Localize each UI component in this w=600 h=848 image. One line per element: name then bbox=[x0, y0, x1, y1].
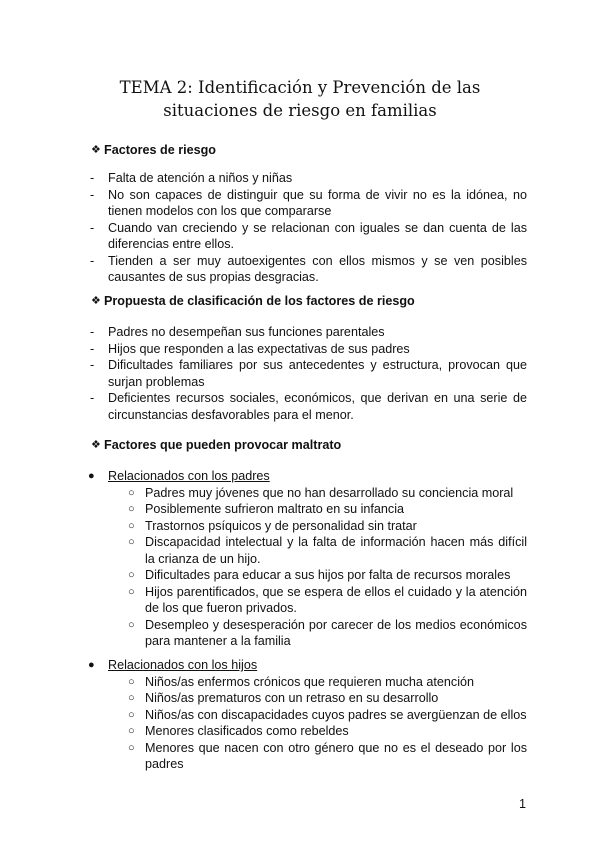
sub-list-item-text: Niños/as prematuros con un retraso en su desarrollo bbox=[145, 691, 439, 705]
section-heading-text: Factores de riesgo bbox=[104, 143, 216, 157]
sub-list-item bbox=[0, 501, 527, 518]
sub-list-item-text: Padres muy jóvenes que no han desarrollado su conciencia moral bbox=[145, 485, 514, 500]
title-line-2: situaciones de riesgo en familias bbox=[163, 101, 437, 120]
section-heading-factores-de-riesgo bbox=[91, 142, 216, 159]
diamond-bullet-icon: ❖ bbox=[91, 439, 101, 451]
diamond-bullet-icon: ❖ bbox=[91, 144, 101, 156]
circle-marker: ○ bbox=[128, 741, 135, 754]
sub-list-item-text: Niños/as enfermos crónicos que requieren mucha atención bbox=[145, 674, 475, 689]
list-item bbox=[0, 357, 527, 390]
list-item-text: Padres no desempeñan sus funciones parentales bbox=[108, 325, 385, 339]
subitems-list bbox=[0, 674, 600, 773]
sub-list-item-text: Desempleo y desesperación por carecer de los medios económicos para mantener a la familia bbox=[145, 617, 527, 648]
circle-marker: ○ bbox=[128, 536, 135, 548]
sub-list-item-text: Niños/as con discapacidades cuyos padres se avergüenzan de ellos bbox=[145, 707, 527, 722]
sub-list-item-text: Dificultades para educar a sus hijos por falta de recursos morales bbox=[145, 568, 511, 582]
sub-list-item bbox=[0, 707, 527, 724]
bullet-marker: ● bbox=[88, 470, 95, 482]
dash-marker: - bbox=[90, 187, 95, 202]
sub-list-item bbox=[0, 740, 527, 773]
list-item bbox=[0, 220, 527, 253]
title-line-1: TEMA 2: Identificación y Prevención de las bbox=[119, 78, 481, 97]
sub-list-item bbox=[0, 518, 527, 535]
circle-marker: ○ bbox=[128, 708, 135, 721]
group-label-text: Relacionados con los padres bbox=[108, 469, 270, 483]
list-item bbox=[0, 341, 527, 358]
sub-list-item-text: Trastornos psíquicos y de personalidad sin tratar bbox=[145, 518, 417, 533]
circle-marker: ○ bbox=[128, 725, 135, 737]
list-item bbox=[0, 324, 527, 341]
dash-marker: - bbox=[90, 341, 95, 356]
list-item-text: Falta de atención a niños y niñas bbox=[108, 171, 293, 185]
dash-marker: - bbox=[90, 253, 95, 268]
sub-list-item-text: Hijos parentificados, que se espera de ellos el cuidado y la atención de los que fueron privados. bbox=[145, 584, 527, 615]
dash-marker: - bbox=[90, 391, 95, 405]
section-heading-propuesta-clasificacion bbox=[91, 293, 415, 310]
sub-list-item bbox=[0, 690, 527, 707]
dash-marker: - bbox=[90, 325, 95, 339]
list-item bbox=[0, 187, 527, 220]
sub-list-item bbox=[0, 723, 527, 740]
classification-list bbox=[0, 324, 600, 423]
sub-list-item bbox=[0, 584, 527, 617]
page-title bbox=[0, 76, 600, 122]
group-relacionados-hijos bbox=[0, 657, 600, 773]
circle-marker: ○ bbox=[128, 519, 135, 532]
circle-marker: ○ bbox=[128, 569, 135, 581]
circle-marker: ○ bbox=[128, 585, 135, 598]
group-label-text: Relacionados con los hijos bbox=[108, 658, 258, 672]
circle-marker: ○ bbox=[128, 618, 135, 631]
circle-marker: ○ bbox=[128, 675, 135, 688]
sub-list-item bbox=[0, 567, 527, 584]
dash-marker: - bbox=[90, 220, 95, 235]
sub-list-item bbox=[0, 617, 527, 650]
sub-list-item bbox=[0, 534, 527, 567]
page-number: 1 bbox=[519, 797, 527, 811]
bullet-marker: ● bbox=[88, 659, 95, 671]
circle-marker: ○ bbox=[128, 486, 135, 499]
list-item bbox=[0, 253, 527, 286]
sub-list-item-text: Menores que nacen con otro género que no es el deseado por los padres bbox=[145, 740, 527, 771]
risk-factors-list bbox=[0, 170, 600, 286]
sub-list-item-text: Posiblemente sufrieron maltrato en su infancia bbox=[145, 502, 405, 516]
diamond-bullet-icon: ❖ bbox=[91, 295, 101, 307]
group-label bbox=[0, 468, 600, 485]
circle-marker: ○ bbox=[128, 503, 135, 515]
circle-marker: ○ bbox=[128, 692, 135, 704]
section-heading-text: Propuesta de clasificación de los factores de riesgo bbox=[104, 294, 415, 308]
list-item bbox=[0, 390, 527, 423]
list-item-text: Deficientes recursos sociales, económicos, que derivan en una serie de circunstancias desfavorables para el menor. bbox=[108, 391, 527, 422]
list-item-text: Tienden a ser muy autoexigentes con ellos mismos y se ven posibles causantes de sus propias desgracias. bbox=[108, 253, 527, 284]
list-item bbox=[0, 170, 527, 187]
subitems-list bbox=[0, 485, 600, 650]
group-label bbox=[0, 657, 600, 674]
sub-list-item bbox=[0, 485, 527, 502]
dash-marker: - bbox=[90, 358, 95, 372]
list-item-text: Cuando van creciendo y se relacionan con iguales se dan cuenta de las diferencias entre ellos. bbox=[108, 220, 527, 251]
sub-list-item-text: Menores clasificados como rebeldes bbox=[145, 724, 349, 738]
section-heading-text: Factores que pueden provocar maltrato bbox=[104, 438, 342, 452]
group-relacionados-padres bbox=[0, 468, 600, 650]
list-item-text: Dificultades familiares por sus antecedentes y estructura, provocan que surjan problemas bbox=[108, 358, 527, 389]
section-heading-factores-maltrato bbox=[91, 437, 342, 454]
sub-list-item bbox=[0, 674, 527, 691]
list-item-text: Hijos que responden a las expectativas de sus padres bbox=[108, 341, 410, 356]
list-item-text: No son capaces de distinguir que su forma de vivir no es la idónea, no tienen modelos con los que compararse bbox=[108, 187, 527, 218]
sub-list-item-text: Discapacidad intelectual y la falta de información hacen más difícil la crianza de un hijo. bbox=[145, 535, 527, 566]
dash-marker: - bbox=[90, 171, 95, 185]
